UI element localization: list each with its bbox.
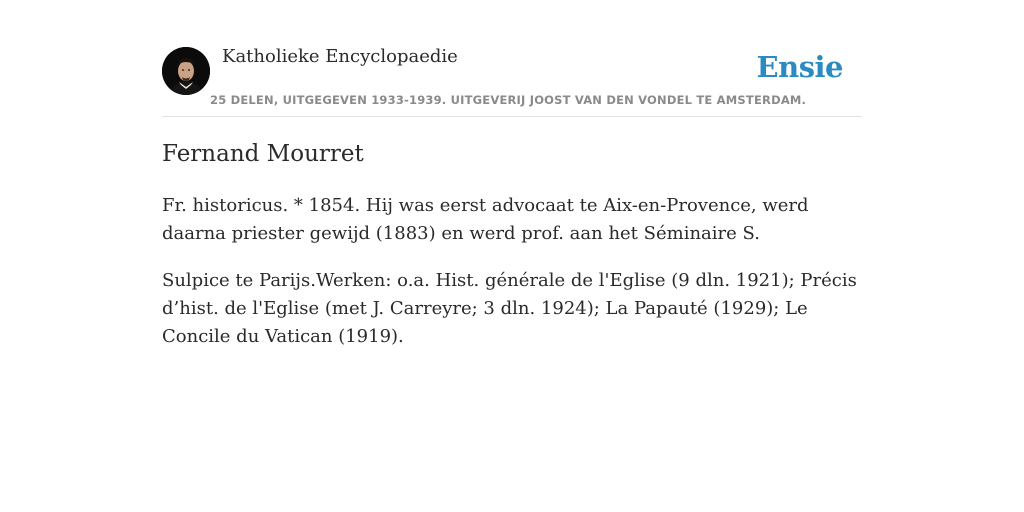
source-subtitle: 25 DELEN, UITGEGEVEN 1933-1939. UITGEVERIJ JOOST VAN DEN VONDEL TE AMSTERDAM.: [210, 93, 807, 107]
source-header: [162, 46, 862, 117]
ensie-logo-link[interactable]: Ensie: [756, 50, 843, 84]
article: [162, 138, 864, 351]
article-paragraph-1: Fr. historicus. * 1854. Hij was eerst advocaat te Aix-en-Provence, werd daarna priester gewijd (1883) en werd prof. aan het Séminaire S.: [162, 195, 809, 244]
portrait-icon[interactable]: [162, 47, 210, 95]
article-title: Fernand Mourret: [162, 141, 364, 167]
article-paragraph-2: Sulpice te Parijs.Werken: o.a. Hist. générale de l'Eglise (9 dln. 1921); Précis d’hist. de l'Eglise (met J. Carreyre; 3 dln. 1924); La Papauté (1929); Le Concile du Vatican (1919).: [162, 270, 857, 347]
source-title[interactable]: Katholieke Encyclopaedie: [222, 46, 458, 67]
